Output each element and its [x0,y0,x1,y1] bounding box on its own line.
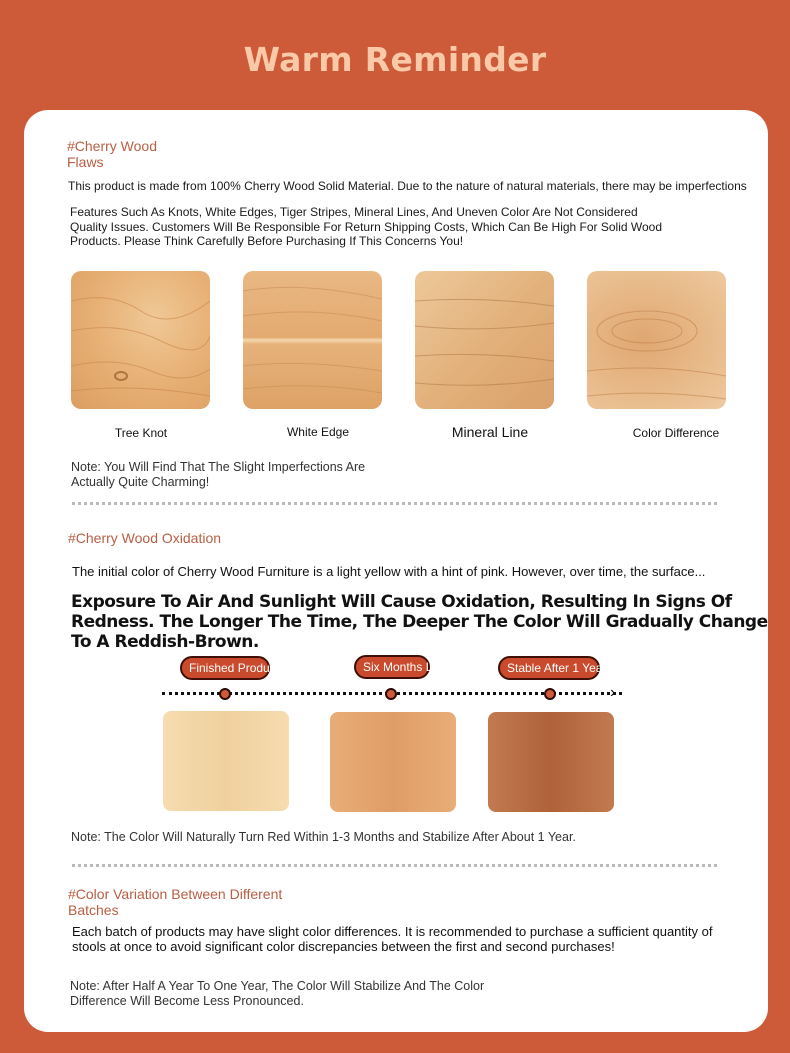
batches-body-text: Each batch of products may have slight color differences. It is recommended to purchase a sufficient quantity of stools at once to avoid significant color discrepancies between the first and second purchases! [72,924,713,954]
tree-knot-image [71,271,210,409]
flaws-note: Note: You Will Find That The Slight Imperfections Are Actually Quite Charming! [71,460,366,489]
color-difference-image [587,271,726,409]
timeline-dot-six-months [385,688,397,700]
stage-pill-six-months [354,655,454,679]
oxidation-sample-one-year [488,712,614,812]
batches-note: Note: After Half A Year To One Year, The Color Will Stabilize And The Color Difference Will Become Less Pronounced. [70,979,485,1008]
timeline-arrow-icon: › [610,684,616,701]
oxidation-intro-text: The initial color of Cherry Wood Furniture is a light yellow with a hint of pink. However, over time, the surface... [72,564,706,579]
section-divider-2 [72,864,717,867]
color-difference-label: Color Difference [632,426,720,440]
color-difference-grain [587,271,726,409]
page-title: Warm Reminder [243,40,547,79]
flaws-details-text: Features Such As Knots, White Edges, Tiger Stripes, Mineral Lines, And Uneven Color Are Not Considered Quality Issues. Customers Will Be Responsible For Return Shipping Costs, Which Can Be High For Solid Wood Products. Please Think Carefully Before Purchasing If This Concerns You! [70,205,663,248]
timeline-dot-one-year [544,688,556,700]
oxidation-note: Note: The Color Will Naturally Turn Red Within 1-3 Months and Stabilize After About 1 Year. [71,830,576,844]
section-divider [72,502,717,505]
white-edge-image [243,271,382,409]
tree-knot-label: Tree Knot [114,426,168,440]
mineral-line-image [415,271,554,409]
timeline-dot-outbound [219,688,231,700]
oxidation-sample-outbound [163,711,289,811]
oxidation-section-title: #Cherry Wood Oxidation [68,530,222,546]
white-edge-label: White Edge [286,425,350,439]
flaws-section-title: #Cherry Wood Flaws [67,138,158,170]
reminder-card [24,110,768,1032]
stage-pill-one-year [498,656,607,680]
stage-label-outbound: Finished Product Outbound [189,661,336,675]
mineral-line-grain [415,271,554,409]
oxidation-headline: Exposure To Air And Sunlight Will Cause Oxidation, Resulting In Signs Of Redness. The Longer The Time, The Deeper The Color Will Gradually Change To A Reddish-Brown. [71,592,768,652]
tree-knot-grain [71,271,210,409]
mineral-line-label: Mineral Line [451,424,529,440]
oxidation-sample-six-months [330,712,456,812]
stage-pill-outbound [180,656,336,680]
batches-section-title: #Color Variation Between Different Batches [68,886,283,918]
stage-label-one-year: Stable After 1 Year [507,661,607,675]
flaws-intro-text: This product is made from 100% Cherry Wood Solid Material. Due to the nature of natural materials, there may be imperfections [68,179,747,193]
stage-label-six-months: Six Months Later [363,660,454,674]
white-edge-grain [243,271,382,409]
